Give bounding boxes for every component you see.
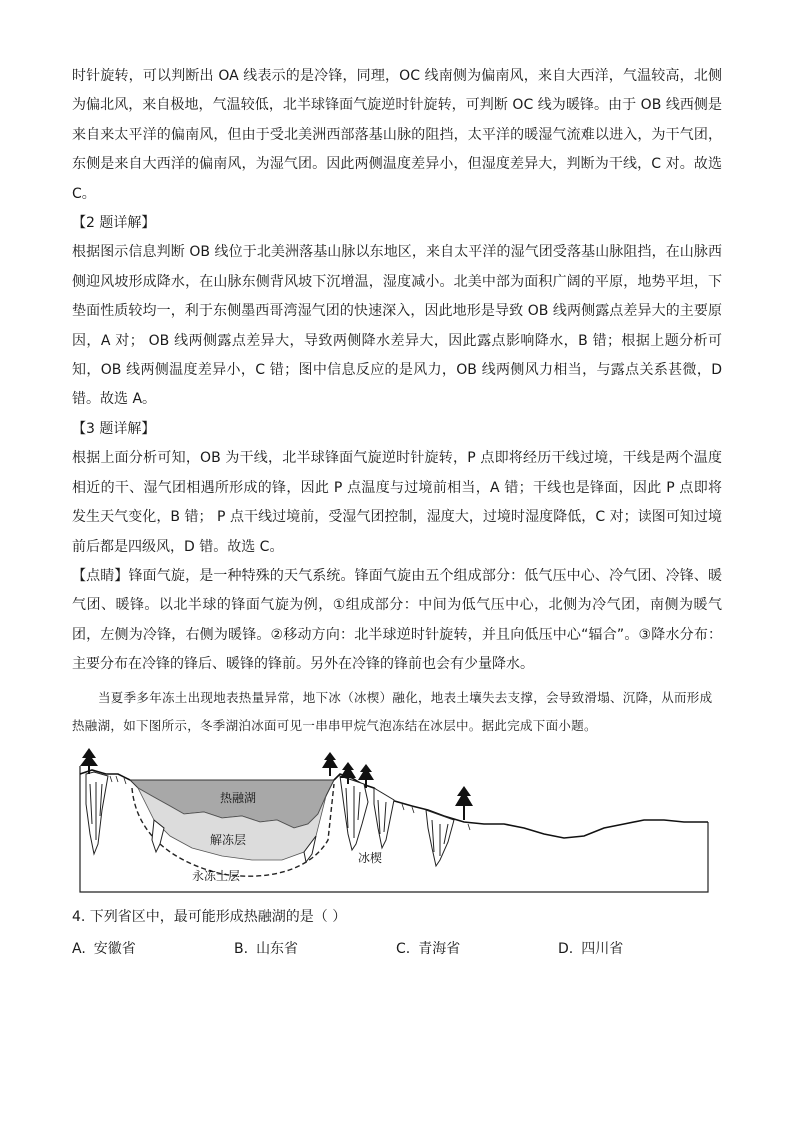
option-a[interactable] bbox=[72, 934, 234, 964]
option-text: 安徽省 bbox=[93, 940, 136, 957]
tree-icon bbox=[80, 748, 98, 774]
question-4-stem: 4. 下列省区中，最可能形成热融湖的是（ ） bbox=[72, 908, 347, 925]
option-text: 青海省 bbox=[418, 940, 461, 957]
document-page bbox=[72, 62, 722, 964]
ice-wedge-label: 冰楔 bbox=[358, 850, 383, 865]
paragraph-answer-3: 根据上面分析可知，OB 为干线，北半球锋面气旋逆时针旋转，P 点即将经历干线过境，干线是两个温度相近的干、湿气团相遇所形成的锋，因此 P 点温度与过境前相当，A 错；干线也是锋面，因此 P 点即将发生天气变化，B 错； P 点干线过境前，受湿气团控制，湿度大，过境时湿度降低，C 对；读图可知过境前后都是四级风，D 错。故选 C。 bbox=[72, 450, 722, 555]
paragraph-answer-1-end: 时针旋转，可以判断出 OA 线表示的是冷锋，同理，OC 线南侧为偏南风，来自大西洋，气温较高，北侧为偏北风，来自极地，气温较低，北半球锋面气旋逆时针旋转，可判断 OC 线为暖锋。由于 OB 线西侧是来自来太平洋的偏南风，但由于受北美洲西部落基山脉的阻挡，太平洋的暖湿气流难以进入，为干气团，东侧是来自大西洋的偏南风，为湿气团。因此两侧温度差异小，但湿度差异大，判断为干线，C 对。故选 C。 bbox=[72, 68, 722, 202]
paragraph-material-intro: 当夏季多年冻土出现地表热量异常，地下冰（冰楔）融化，地表土壤失去支撑，会导致滑塌、沉降，从而形成热融湖，如下图所示，冬季湖泊冰面可见一串串甲烷气泡冻结在冰层中。据此完成下面小题。 bbox=[72, 689, 713, 733]
thermokarst-lake-diagram bbox=[72, 744, 722, 894]
option-letter: D. bbox=[558, 940, 574, 957]
thaw-layer-label: 解冻层 bbox=[210, 832, 247, 847]
question-4-options bbox=[72, 934, 722, 964]
option-letter: B. bbox=[234, 940, 249, 957]
tree-icon bbox=[455, 786, 473, 820]
option-c[interactable] bbox=[396, 934, 558, 964]
tree-icon bbox=[322, 752, 338, 776]
paragraph-key-point: 【点睛】锋面气旋，是一种特殊的天气系统。锋面气旋由五个组成部分：低气压中心、冷气团、冷锋、暖气团、暖锋。以北半球的锋面气旋为例，①组成部分：中间为低气压中心，北侧为冷气团，南侧为暖气团，左侧为冷锋，右侧为暖锋。②移动方向：北半球逆时针旋转，并且向低压中心“辐合”。③降水分布：主要分布在冷锋的锋后、暖锋的锋前。另外在冷锋的锋前也会有少量降水。 bbox=[72, 567, 722, 673]
option-d[interactable] bbox=[558, 934, 720, 964]
option-b[interactable] bbox=[234, 934, 396, 964]
option-text: 山东省 bbox=[256, 940, 299, 957]
permafrost-label: 永冻土层 bbox=[192, 868, 241, 883]
option-text: 四川省 bbox=[581, 940, 624, 957]
option-letter: A. bbox=[72, 940, 86, 957]
paragraph-answer-2: 根据图示信息判断 OB 线位于北美洲落基山脉以东地区，来自太平洋的湿气团受落基山脉阻挡，在山脉西侧迎风坡形成降水，在山脉东侧背风坡下沉增温，湿度减小。北美中部为面积广阔的平原，地势平坦，下垫面性质较均一，利于东侧墨西哥湾湿气团的快速深入，因此地形是导致 OB 线两侧露点差异大的主要原因，A 对； OB 线两侧露点差异大，导致两侧降水差异大，因此露点影响降水，B 错；根据上题分析可知，OB 线两侧温度差异小，C 错；图中信息反应的是风力，OB 线两侧风力相当，与露点关系甚微，D 错。故选 A。 bbox=[72, 244, 722, 408]
heading-question-3-detail: 【3 题详解】 bbox=[72, 420, 156, 437]
heading-question-2-detail: 【2 题详解】 bbox=[72, 215, 156, 232]
lake-label: 热融湖 bbox=[220, 790, 257, 805]
option-letter: C. bbox=[396, 940, 411, 957]
